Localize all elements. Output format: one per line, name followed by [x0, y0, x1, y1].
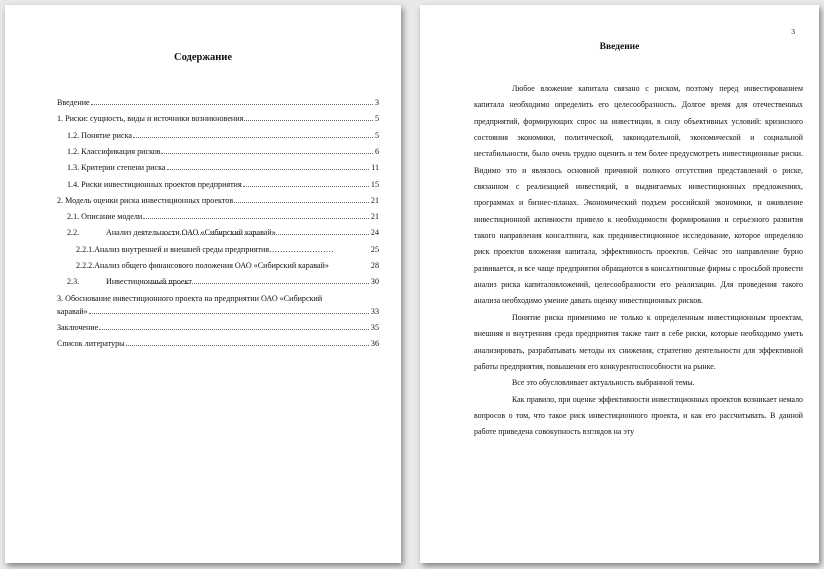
toc-entry-title: 2.2.2.Анализ общего финансового положения ОАО «Сибирский каравай»: [76, 260, 329, 270]
text-line: инвестированием капитала необходимо определить его целесообразность.: [474, 84, 803, 110]
introduction-paragraph: [474, 392, 803, 441]
text-line: проектам, внешняя и внутренняя среда предприятия также таит в себе риски,: [474, 312, 803, 339]
toc-entry-title: 2.1. Описание модели: [67, 212, 143, 222]
text-line: Любое вложение капитала связано с риском, поэтому перед: [512, 84, 739, 93]
toc-entry-page: 15: [370, 179, 379, 189]
toc-entry-title: Анализ деятельности ОАО «Сибирский каравай»: [106, 228, 276, 238]
toc-entry[interactable]: [57, 339, 379, 355]
text-line: его реализации. Для проведения такого анализа необходимо умение давать: [474, 280, 803, 306]
page-number: 3: [791, 27, 795, 36]
toc-entry-title: 1. Риски: сущность, виды и источники возникновения: [57, 114, 244, 124]
text-line: стратегию деятельности для эффективной работы предприятия, повышения его: [474, 345, 803, 371]
text-line: консалтинга, как прединвестиционное исследование, которое определяло риск: [474, 231, 803, 257]
introduction-body: [474, 81, 803, 441]
text-line: было очень трудно оценить и тем более предусмотреть инвестиционные риски.: [532, 149, 803, 159]
toc-entry[interactable]: [57, 196, 379, 212]
toc-entry[interactable]: [57, 163, 379, 179]
text-line: предложениях, программах и бизнес-планах. Экономический подъем: [474, 182, 803, 208]
toc-entry[interactable]: [57, 294, 379, 307]
text-line: фирмы с просьбой провести анализ риска капиталовложений, целесообразности: [474, 263, 803, 290]
toc-entry[interactable]: [57, 212, 379, 228]
toc-entry-page: 6: [374, 146, 379, 156]
text-line: возникает немало вопросов о том, что такое риск инвестиционного проекта, и: [474, 394, 803, 420]
toc-entry[interactable]: [57, 228, 379, 244]
toc-entry-title: 1.3. Критерии степени риска: [67, 163, 166, 173]
toc-entry-title: 3. Обоснование инвестиционного проекта на предприятии ОАО «Сибирский: [57, 293, 323, 303]
text-line: проектов вложения капитала, эффективность проектов. Сейчас это направление: [493, 247, 779, 257]
toc-entry-title: 1.4. Риски инвестиционных проектов предприятия: [67, 179, 242, 189]
toc-entry-title: Список литературы: [57, 339, 125, 349]
text-line: о риске, связанном с реализацией инвестиций, в выдвигаемых инвестиционных: [474, 165, 804, 192]
toc-entry-page: 24: [370, 228, 379, 238]
toc-entry-page: 21: [370, 195, 379, 205]
toc-entry-title: Заключение: [57, 322, 99, 332]
text-line: инвестиции, в силу объективных условий: кризисного состояния экономики,: [474, 116, 804, 143]
toc-entry-page: 35: [370, 322, 379, 332]
introduction-paragraph: [474, 310, 803, 375]
table-of-contents: [57, 98, 379, 355]
text-line: бурно развивается, и все чаще предприятия обращаются в консалтинговые: [474, 247, 803, 273]
introduction-title: Введение: [599, 42, 640, 52]
introduction-paragraph: [474, 375, 803, 391]
toc-page: [5, 5, 401, 563]
text-line: Понятие риска применимо не только к определенным инвестиционным: [512, 312, 766, 322]
toc-entry-title: 2. Модель оценки риска инвестиционных проектов: [57, 195, 234, 205]
toc-entry-title: 1.2. Понятие риска: [67, 130, 132, 140]
toc-entry-title: 2.2.1.Анализ внутренней и внешней среды предприятия……………………: [76, 244, 334, 254]
toc-entry-page: 11: [371, 163, 379, 173]
toc-entry[interactable]: [57, 261, 379, 277]
toc-entry[interactable]: [57, 131, 379, 147]
text-line: российской экономики, и оживление инвестиционной активности привело к: [474, 198, 803, 224]
introduction-paragraph: [474, 81, 803, 310]
text-line: оценку инвестиционных рисков.: [593, 296, 704, 306]
text-line: Все это обусловливает актуальность выбранной темы.: [512, 378, 695, 388]
text-line: как его рассчитывать. В данной работе приведена совокупность взглядов на эту: [474, 410, 803, 437]
toc-title: Содержание: [174, 52, 232, 63]
toc-entry-page: 25: [370, 244, 379, 254]
toc-entry-continued[interactable]: [57, 307, 379, 323]
toc-entry-page: 5: [374, 130, 379, 140]
text-line: Видимо это и являлось основной причиной полного отсутствия представлений: [474, 165, 768, 175]
toc-entry[interactable]: [57, 114, 379, 130]
toc-entry-title-continued: каравай»: [57, 306, 88, 316]
introduction-page: [420, 5, 819, 563]
toc-entry-page: 33: [370, 306, 379, 316]
text-line: которые необходимо уметь анализировать, разрабатывать методы их снижения,: [474, 329, 803, 355]
text-line: конкурентоспособности на рынке.: [600, 361, 716, 371]
toc-entry-page: 21: [370, 212, 379, 222]
toc-entry-page: 28: [370, 260, 379, 270]
toc-entry[interactable]: [57, 277, 379, 293]
text-line: Долгое время для отечественных предприятий, формирующих спрос на: [474, 100, 803, 126]
toc-entry-title: 1.2. Классификация рисков: [67, 146, 161, 156]
toc-entry-number: 2.3.: [67, 277, 80, 287]
text-line: политической, законодательной, экономической и социальной нестабильности,: [474, 133, 803, 159]
toc-entry-page: 36: [370, 339, 379, 349]
toc-entry-title: Введение: [57, 98, 90, 108]
toc-entry[interactable]: [57, 179, 379, 195]
toc-entry-number: 2.2.: [67, 228, 80, 238]
toc-entry[interactable]: [57, 323, 379, 339]
toc-entry-page: 3: [374, 98, 379, 108]
toc-entry[interactable]: [57, 245, 379, 261]
toc-entry[interactable]: [57, 147, 379, 163]
toc-entry-page: 5: [374, 114, 379, 124]
toc-entry[interactable]: [57, 98, 379, 114]
text-line: необходимости формирования и серьезного развития такого направления: [474, 214, 803, 241]
text-line: Как правило, при оценке эффективности инвестиционных проектов: [512, 394, 742, 404]
toc-entry-page: 30: [370, 277, 379, 287]
toc-entry-title: Инвестиционный проект: [106, 277, 192, 287]
